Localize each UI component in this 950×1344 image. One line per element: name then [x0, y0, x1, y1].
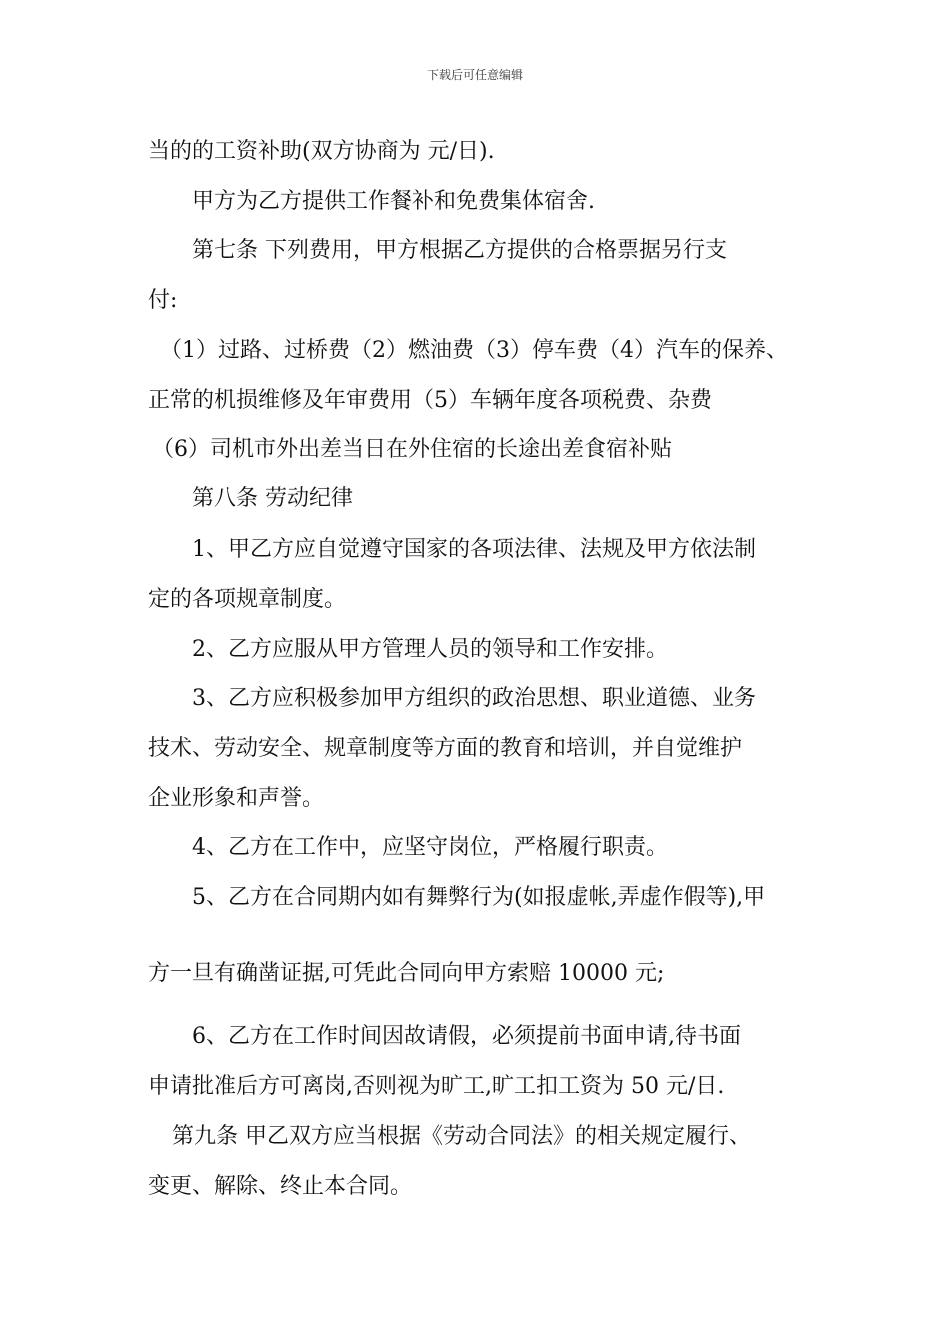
- section-heading: 第九条 甲乙双方应当根据《劳动合同法》的相关规定履行、: [172, 1124, 751, 1149]
- text-line: 正常的机损维修及年审费用（5）车辆年度各项税费、杂费: [148, 388, 712, 413]
- text-line: （1）过路、过桥费（2）燃油费（3）停车费（4）汽车的保养、: [160, 338, 788, 363]
- text-line: 3、乙方应积极参加甲方组织的政治思想、职业道德、业务: [192, 686, 756, 711]
- text-line: 第七条 下列费用，甲方根据乙方提供的合格票据另行支: [192, 238, 727, 263]
- section-heading: 第八条 劳动纪律: [192, 486, 353, 511]
- text-line: 申请批准后方可离岗,否则视为旷工,旷工扣工资为 50 元/日.: [148, 1074, 725, 1099]
- page-header: 下载后可任意编辑: [426, 68, 523, 82]
- text-line: 4、乙方在工作中，应坚守岗位，严格履行职责。: [192, 835, 668, 860]
- text-line: 付:: [148, 288, 178, 313]
- text-line: 技术、劳动安全、规章制度等方面的教育和培训，并自觉维护: [148, 736, 743, 761]
- text-line: 企业形象和声誉。: [148, 786, 325, 811]
- text-line: 变更、解除、终止本合同。: [148, 1174, 413, 1199]
- text-line: 当的的工资补助(双方协商为 元/日).: [148, 139, 495, 164]
- text-line: 定的各项规章制度。: [148, 587, 347, 612]
- text-line: 6、乙方在工作时间因故请假，必须提前书面申请,待书面: [192, 1024, 741, 1049]
- text-line: 方一旦有确凿证据,可凭此合同向甲方索赔 10000 元;: [148, 961, 665, 986]
- text-line: （6）司机市外出差当日在外住宿的长途出差食宿补贴: [152, 437, 672, 462]
- text-line: 1、甲乙方应自觉遵守国家的各项法律、法规及甲方依法制: [192, 537, 756, 562]
- text-line: 5、乙方在合同期内如有舞弊行为(如报虚帐,弄虚作假等),甲: [192, 885, 766, 910]
- text-line: 甲方为乙方提供工作餐补和免费集体宿舍.: [192, 189, 595, 214]
- text-line: 2、乙方应服从甲方管理人员的领导和工作安排。: [192, 637, 668, 662]
